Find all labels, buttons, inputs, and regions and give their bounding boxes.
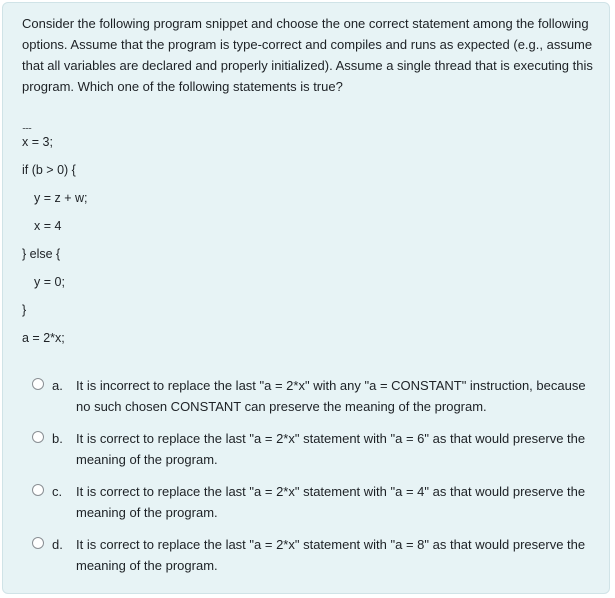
code-line: } — [22, 303, 27, 317]
option-letter: d. — [52, 537, 63, 552]
option-b[interactable] — [32, 428, 592, 474]
code-line: } else { — [22, 247, 61, 261]
question-text — [22, 13, 602, 97]
code-line: x = 4 — [34, 219, 62, 233]
code-line: x = 3; — [22, 135, 53, 149]
option-text: It is correct to replace the last "a = 2*x" statement with "a = 4" as that would preserve the meaning of the program. — [76, 484, 586, 520]
option-letter: c. — [52, 484, 63, 499]
code-line: y = 0; — [34, 275, 65, 289]
question-prompt: Consider the following program snippet and choose the one correct statement among the following options. Assume that the program is type-correct and compiles and runs as expected (e.g., assume that all variables are declared and properly initialized). Assume a single thread that is executing this program. Which one of the following statements is true? — [22, 16, 593, 94]
radio-button-b[interactable] — [32, 431, 44, 443]
code-line: a = 2*x; — [22, 331, 65, 345]
radio-button-c[interactable] — [32, 484, 44, 496]
option-text: It is correct to replace the last "a = 2*x" statement with "a = 6" as that would preserve the meaning of the program. — [76, 431, 586, 467]
option-text: It is correct to replace the last "a = 2*x" statement with "a = 8" as that would preserve the meaning of the program. — [76, 537, 586, 573]
option-a[interactable] — [32, 375, 592, 421]
code-line-ellipsis: ...... — [22, 121, 32, 131]
radio-button-a[interactable] — [32, 378, 44, 390]
code-line: y = z + w; — [34, 191, 88, 205]
option-letter: a. — [52, 378, 63, 393]
question-panel — [2, 2, 610, 594]
option-d[interactable] — [32, 534, 592, 580]
code-line: if (b > 0) { — [22, 163, 76, 177]
option-text: It is incorrect to replace the last "a = 2*x" with any "a = CONSTANT" instruction, because no such chosen CONSTANT can preserve the meaning of the program. — [76, 378, 586, 414]
option-letter: b. — [52, 431, 63, 446]
radio-button-d[interactable] — [32, 537, 44, 549]
option-c[interactable] — [32, 481, 592, 527]
